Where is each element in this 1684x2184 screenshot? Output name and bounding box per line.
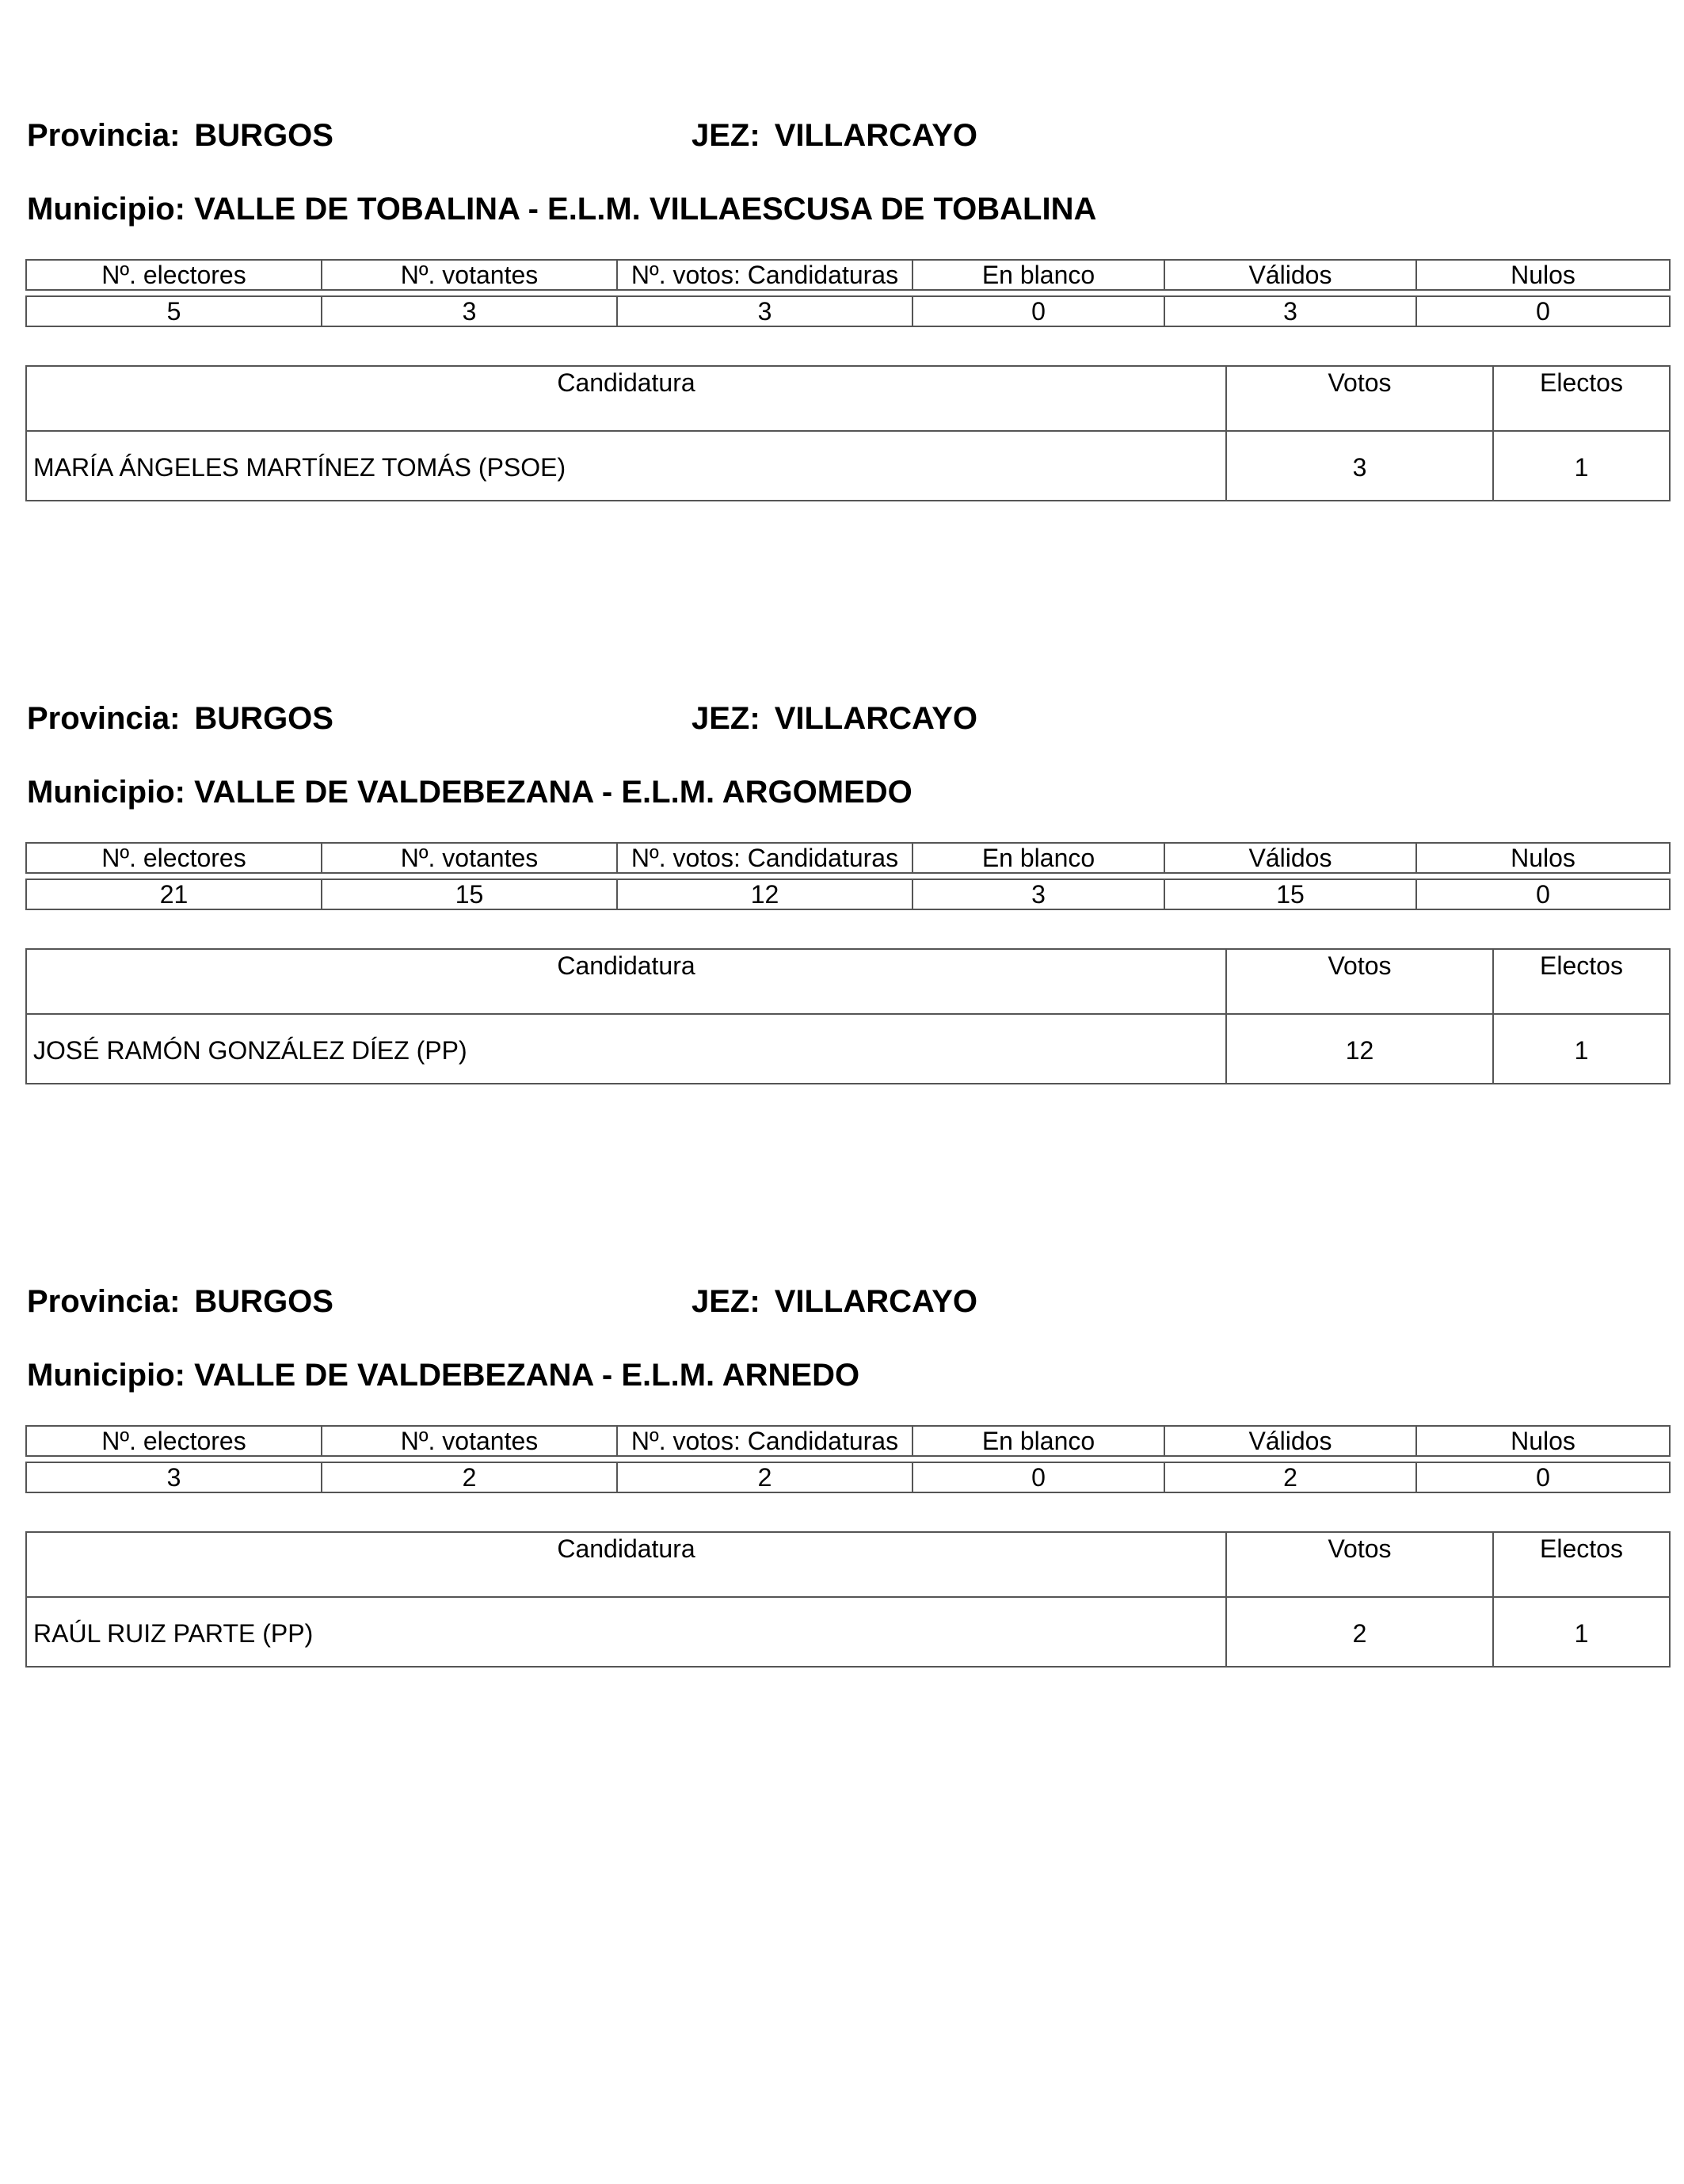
header-en-blanco: En blanco: [912, 260, 1164, 290]
municipio-line: [27, 1356, 859, 1394]
header-votos-candidaturas: Nº. votos: Candidaturas: [617, 843, 912, 873]
header-electores: Nº. electores: [26, 1426, 322, 1456]
municipio-line: [27, 773, 912, 811]
municipio-label: Municipio:: [27, 1358, 185, 1393]
header-electos: Electos: [1493, 949, 1670, 1014]
value-en-blanco: 0: [912, 296, 1164, 326]
value-nulos: 0: [1416, 879, 1670, 909]
candidate-name: RAÚL RUIZ PARTE (PP): [26, 1597, 1226, 1667]
value-votos-candidaturas: 2: [617, 1462, 912, 1492]
header-validos: Válidos: [1164, 260, 1416, 290]
header-votos: Votos: [1226, 949, 1493, 1014]
stats-header-row: [26, 260, 1670, 290]
jez-value: VILLARCAYO: [774, 1284, 978, 1319]
municipio-label: Municipio:: [27, 775, 185, 810]
value-nulos: 0: [1416, 296, 1670, 326]
jez-label: JEZ:: [692, 118, 760, 153]
header-candidatura: Candidatura: [26, 1532, 1226, 1597]
jez-line: [692, 1283, 977, 1321]
value-electores: 21: [26, 879, 322, 909]
header-electos: Electos: [1493, 1532, 1670, 1597]
header-electos: Electos: [1493, 366, 1670, 431]
municipio-value: VALLE DE TOBALINA - E.L.M. VILLAESCUSA DE TOBALINA: [194, 192, 1097, 227]
value-en-blanco: 3: [912, 879, 1164, 909]
stats-value-row: [26, 1462, 1670, 1492]
stats-header-row: [26, 1426, 1670, 1456]
candidate-name: JOSÉ RAMÓN GONZÁLEZ DÍEZ (PP): [26, 1014, 1226, 1084]
value-electores: 5: [26, 296, 322, 326]
header-votos-candidaturas: Nº. votos: Candidaturas: [617, 260, 912, 290]
provincia-label: Provincia:: [27, 118, 181, 153]
header-electores: Nº. electores: [26, 260, 322, 290]
header-validos: Válidos: [1164, 843, 1416, 873]
stats-header-row: [26, 843, 1670, 873]
jez-label: JEZ:: [692, 1284, 760, 1319]
municipio-value: VALLE DE VALDEBEZANA - E.L.M. ARNEDO: [194, 1358, 860, 1393]
provincia-value: BURGOS: [194, 118, 333, 153]
header-votos: Votos: [1226, 1532, 1493, 1597]
stats-value-row: [26, 296, 1670, 326]
jez-line: [692, 699, 977, 738]
value-validos: 2: [1164, 1462, 1416, 1492]
value-validos: 3: [1164, 296, 1416, 326]
candidate-votos: 12: [1226, 1014, 1493, 1084]
header-validos: Válidos: [1164, 1426, 1416, 1456]
candidate-row: [26, 1597, 1670, 1667]
header-nulos: Nulos: [1416, 1426, 1670, 1456]
municipio-value: VALLE DE VALDEBEZANA - E.L.M. ARGOMEDO: [194, 775, 912, 810]
header-en-blanco: En blanco: [912, 843, 1164, 873]
jez-label: JEZ:: [692, 701, 760, 736]
provincia-label: Provincia:: [27, 1284, 181, 1319]
header-votantes: Nº. votantes: [322, 260, 617, 290]
provincia-value: BURGOS: [194, 1284, 333, 1319]
header-candidatura: Candidatura: [26, 949, 1226, 1014]
provincia-line: [27, 699, 333, 738]
header-nulos: Nulos: [1416, 843, 1670, 873]
header-votos: Votos: [1226, 366, 1493, 431]
candidate-electos: 1: [1493, 431, 1670, 501]
header-en-blanco: En blanco: [912, 1426, 1164, 1456]
value-votos-candidaturas: 3: [617, 296, 912, 326]
value-en-blanco: 0: [912, 1462, 1164, 1492]
value-nulos: 0: [1416, 1462, 1670, 1492]
stats-table: [25, 259, 1671, 327]
candidate-name: MARÍA ÁNGELES MARTÍNEZ TOMÁS (PSOE): [26, 431, 1226, 501]
candidates-table: [25, 948, 1671, 1084]
value-votantes: 3: [322, 296, 617, 326]
municipio-label: Municipio:: [27, 192, 185, 227]
candidate-votos: 2: [1226, 1597, 1493, 1667]
value-electores: 3: [26, 1462, 322, 1492]
candidates-table: [25, 365, 1671, 501]
stats-value-row: [26, 879, 1670, 909]
candidate-row: [26, 1014, 1670, 1084]
value-votantes: 2: [322, 1462, 617, 1492]
value-votos-candidaturas: 12: [617, 879, 912, 909]
candidate-electos: 1: [1493, 1597, 1670, 1667]
header-votantes: Nº. votantes: [322, 843, 617, 873]
header-votantes: Nº. votantes: [322, 1426, 617, 1456]
candidates-header-row: [26, 1532, 1670, 1597]
candidates-table: [25, 1531, 1671, 1668]
provincia-line: [27, 1283, 333, 1321]
jez-line: [692, 116, 977, 154]
candidates-header-row: [26, 366, 1670, 431]
stats-table: [25, 842, 1671, 910]
header-electores: Nº. electores: [26, 843, 322, 873]
stats-table: [25, 1425, 1671, 1493]
provincia-line: [27, 116, 333, 154]
provincia-label: Provincia:: [27, 701, 181, 736]
jez-value: VILLARCAYO: [774, 118, 978, 153]
provincia-value: BURGOS: [194, 701, 333, 736]
candidate-electos: 1: [1493, 1014, 1670, 1084]
header-nulos: Nulos: [1416, 260, 1670, 290]
header-candidatura: Candidatura: [26, 366, 1226, 431]
header-votos-candidaturas: Nº. votos: Candidaturas: [617, 1426, 912, 1456]
municipio-line: [27, 190, 1096, 228]
value-validos: 15: [1164, 879, 1416, 909]
candidate-row: [26, 431, 1670, 501]
value-votantes: 15: [322, 879, 617, 909]
jez-value: VILLARCAYO: [774, 701, 978, 736]
candidates-header-row: [26, 949, 1670, 1014]
candidate-votos: 3: [1226, 431, 1493, 501]
